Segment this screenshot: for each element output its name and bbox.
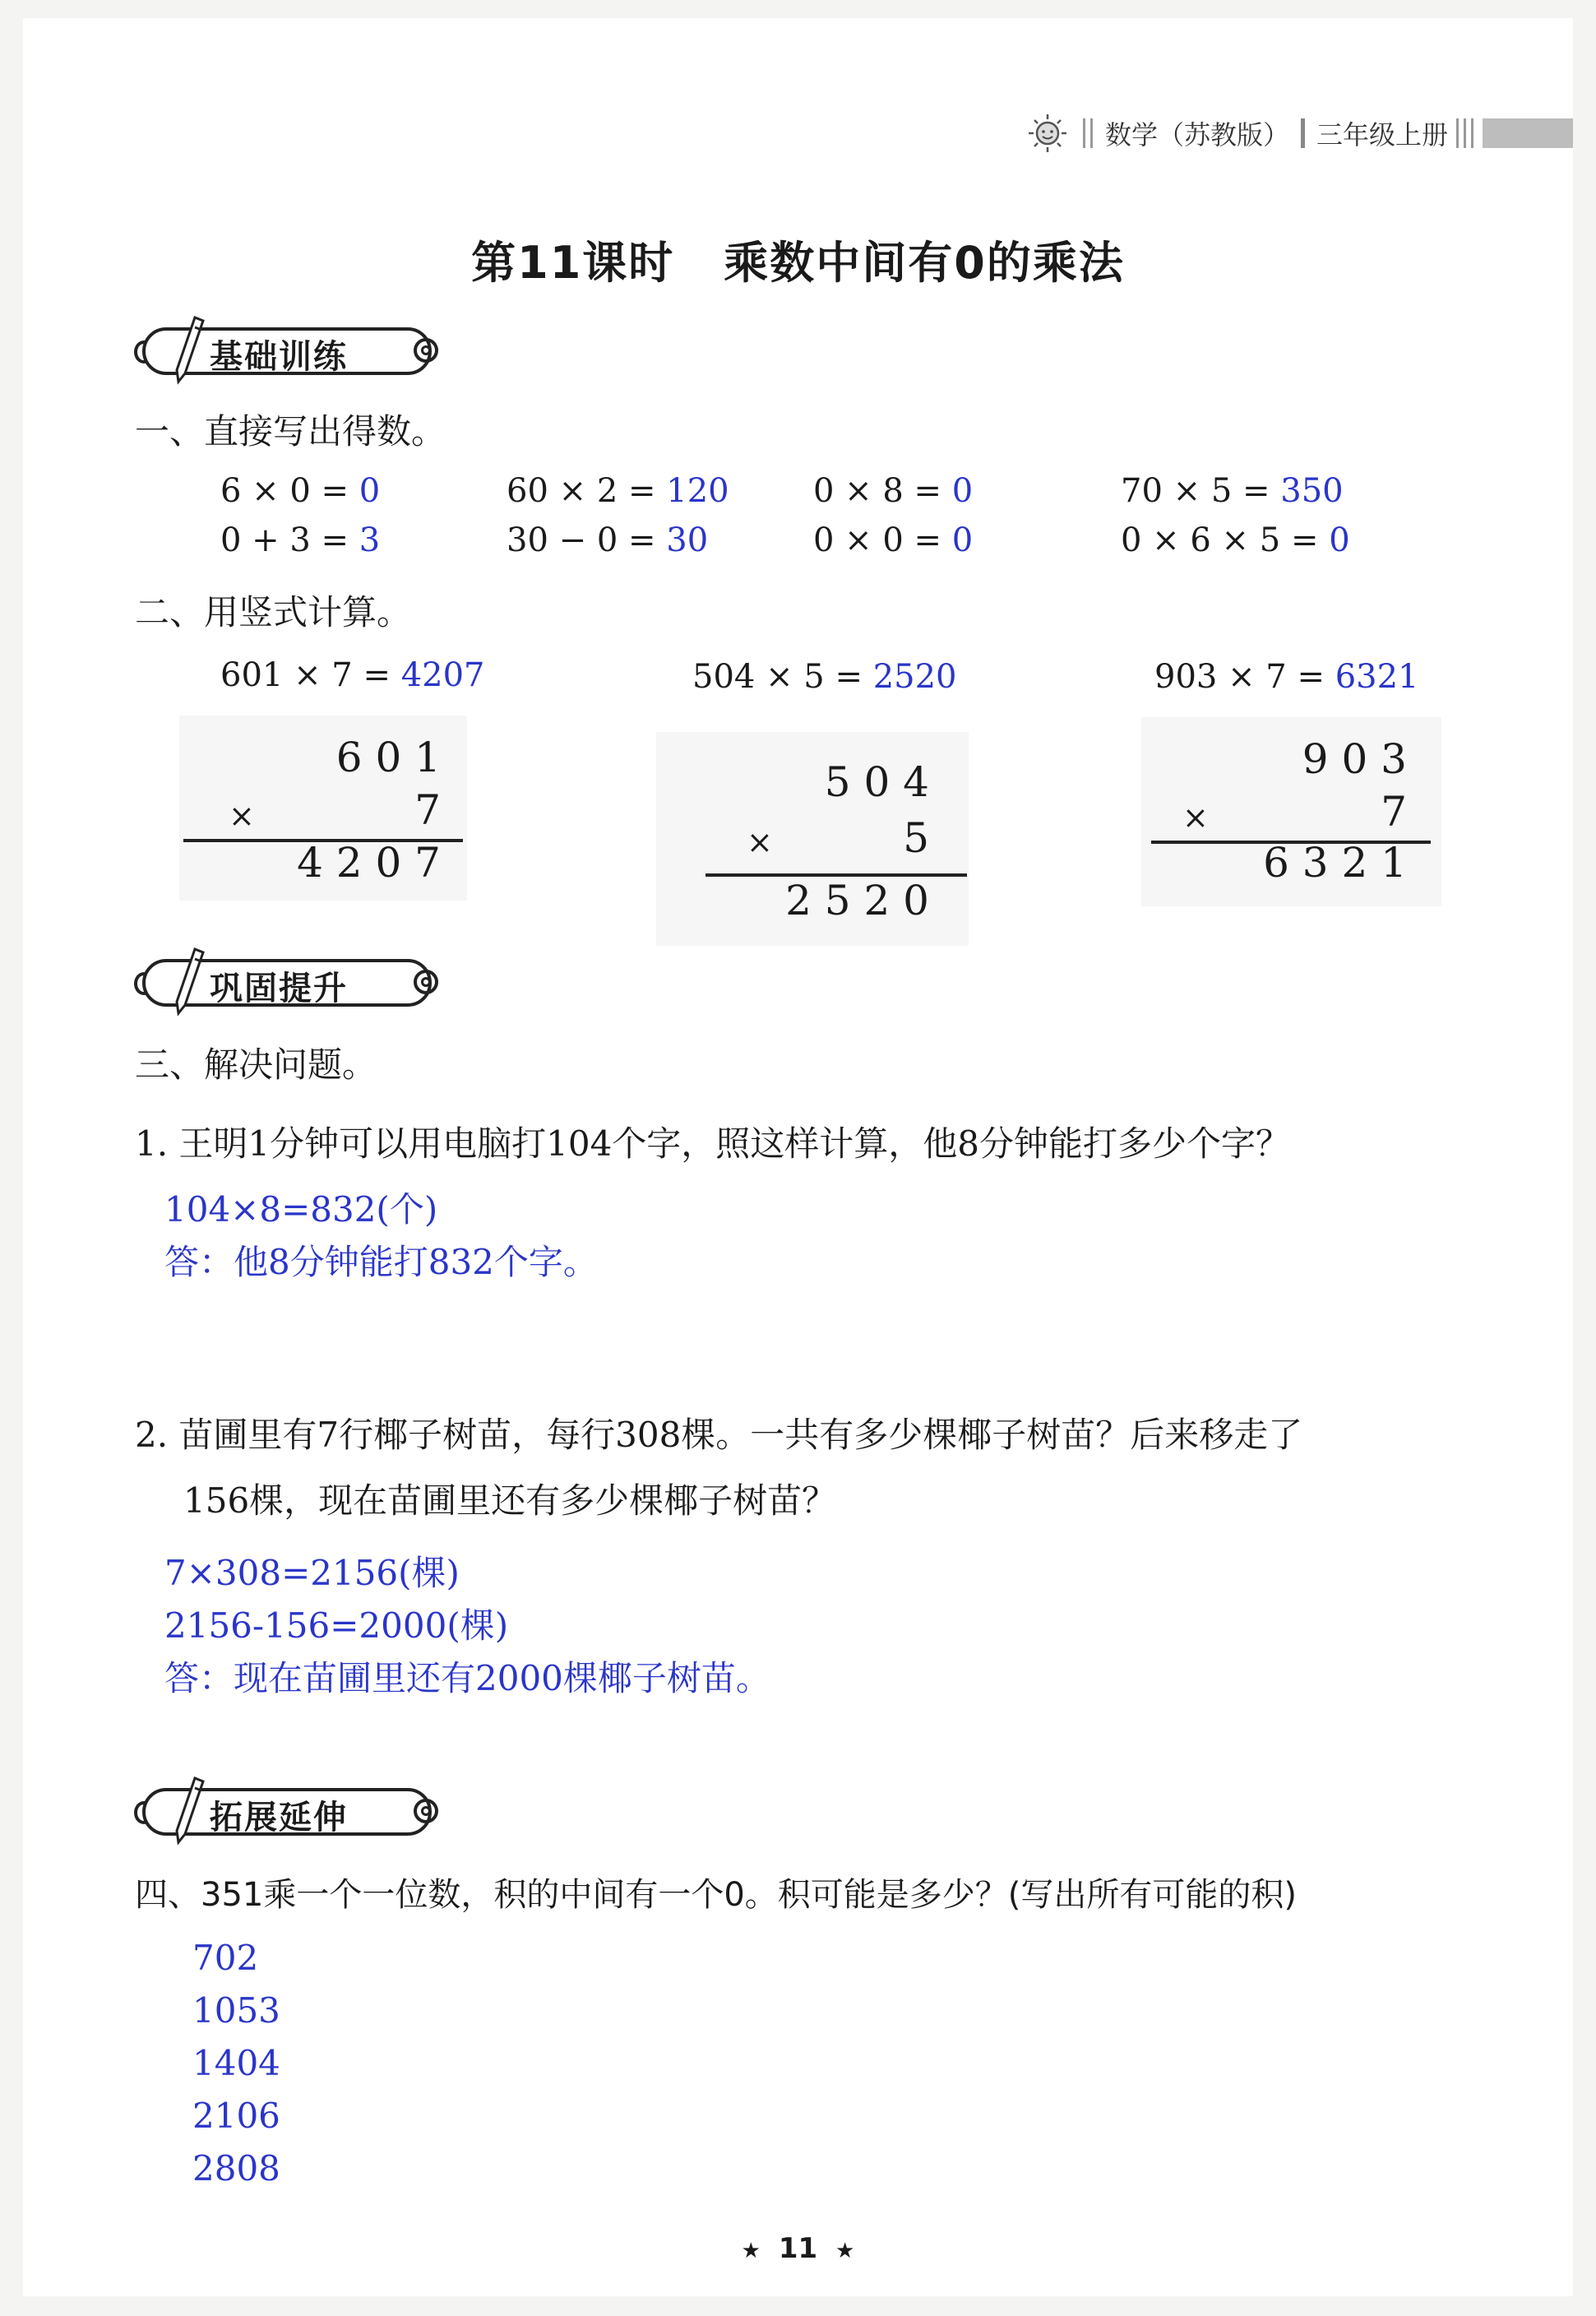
vertical-calc [179, 716, 467, 901]
q1-item: 0 × 6 × 5 = 0 [1121, 521, 1350, 559]
calc-multiplicand: 6 0 1 [335, 734, 441, 781]
page-number [23, 2232, 1573, 2265]
page [23, 18, 1573, 2296]
section-banner-consolidate [134, 947, 446, 1018]
star-icon: ★ [835, 2239, 855, 2263]
lesson-topic: 乘数中间有0的乘法 [724, 237, 1125, 289]
problem-2-text: 2. 苗圃里有7行椰子树苗，每行308棵。一共有多少棵椰子树苗？后来移走了 [135, 1415, 1303, 1455]
q4-answer: 1404 [192, 2043, 280, 2083]
calc-multiplier: 7 [414, 786, 441, 834]
page-title [23, 228, 1573, 291]
calc-multiplier: 5 [903, 814, 929, 862]
problem-1-work: 104×8=832(个) [164, 1189, 438, 1230]
pencil-icon [170, 1776, 208, 1847]
pencil-icon [170, 947, 208, 1018]
section-title: 巩固提升 [210, 970, 348, 1007]
q1-item: 0 + 3 = 3 [220, 521, 381, 559]
q4-answer: 2808 [192, 2148, 280, 2189]
q4-heading: 四、351乘一个一位数，积的中间有一个0。积可能是多少？(写出所有可能的积) [135, 1876, 1298, 1914]
star-icon: ★ [741, 2239, 761, 2263]
section-banner-extend [134, 1776, 446, 1847]
header-subject: 数学（苏教版） [1104, 119, 1289, 151]
q1-item: 0 × 0 = 0 [813, 521, 974, 559]
q4-answer: 702 [192, 1938, 259, 1978]
q1-item: 0 × 8 = 0 [813, 472, 974, 510]
q4-answer: 2106 [192, 2096, 280, 2136]
problem-1-text: 1. 王明1分钟可以用电脑打104个字，照这样计算，他8分钟能打多少个字？ [135, 1123, 1291, 1164]
q3-heading: 三、解决问题。 [135, 1045, 377, 1085]
q1-item: 70 × 5 = 350 [1121, 472, 1344, 510]
calc-result: 6 3 2 1 [1263, 839, 1407, 887]
sun-icon [1026, 112, 1069, 155]
q1-item: 30 − 0 = 30 [507, 521, 709, 559]
times-sign: × [747, 824, 773, 860]
q1-heading: 一、直接写出得数。 [135, 411, 446, 452]
q2-heading: 二、用竖式计算。 [135, 592, 412, 632]
calc-result: 4 2 0 7 [297, 839, 441, 887]
problem-2-work-2: 2156-156=2000(棵) [164, 1605, 509, 1646]
times-sign: × [1182, 799, 1209, 836]
calc-multiplier: 7 [1381, 788, 1407, 836]
problem-2-work-1: 7×308=2156(棵) [164, 1553, 460, 1593]
vertical-calc [656, 732, 969, 946]
vertical-calc [1141, 717, 1441, 906]
section-title: 拓展延伸 [210, 1799, 348, 1837]
q1-item: 60 × 2 = 120 [507, 472, 729, 510]
lesson-number: 第11课时 [471, 237, 675, 289]
q1-item: 6 × 0 = 0 [220, 472, 381, 510]
q2-expr: 504 × 5 = 2520 [692, 658, 957, 696]
page-number-text: 11 [778, 2232, 818, 2265]
pencil-icon [170, 316, 208, 387]
calc-multiplicand: 9 0 3 [1302, 735, 1407, 783]
problem-1-answer: 答：他8分钟能打832个字。 [164, 1242, 598, 1282]
header-grade: 三年级上册 [1316, 119, 1448, 151]
problem-2-text-cont: 156棵，现在苗圃里还有多少棵椰子树苗？ [183, 1480, 837, 1521]
times-sign: × [229, 798, 255, 834]
calc-result: 2 5 2 0 [785, 877, 929, 924]
q2-expr: 601 × 7 = 4207 [220, 656, 485, 694]
calc-multiplicand: 5 0 4 [824, 758, 929, 806]
section-title: 基础训练 [210, 338, 348, 376]
section-banner-basic [134, 316, 446, 387]
q2-expr: 903 × 7 = 6321 [1154, 658, 1419, 696]
problem-2-answer: 答：现在苗圃里还有2000棵椰子树苗。 [164, 1658, 770, 1698]
q4-answer: 1053 [192, 1990, 280, 2031]
running-header [1026, 110, 1573, 156]
